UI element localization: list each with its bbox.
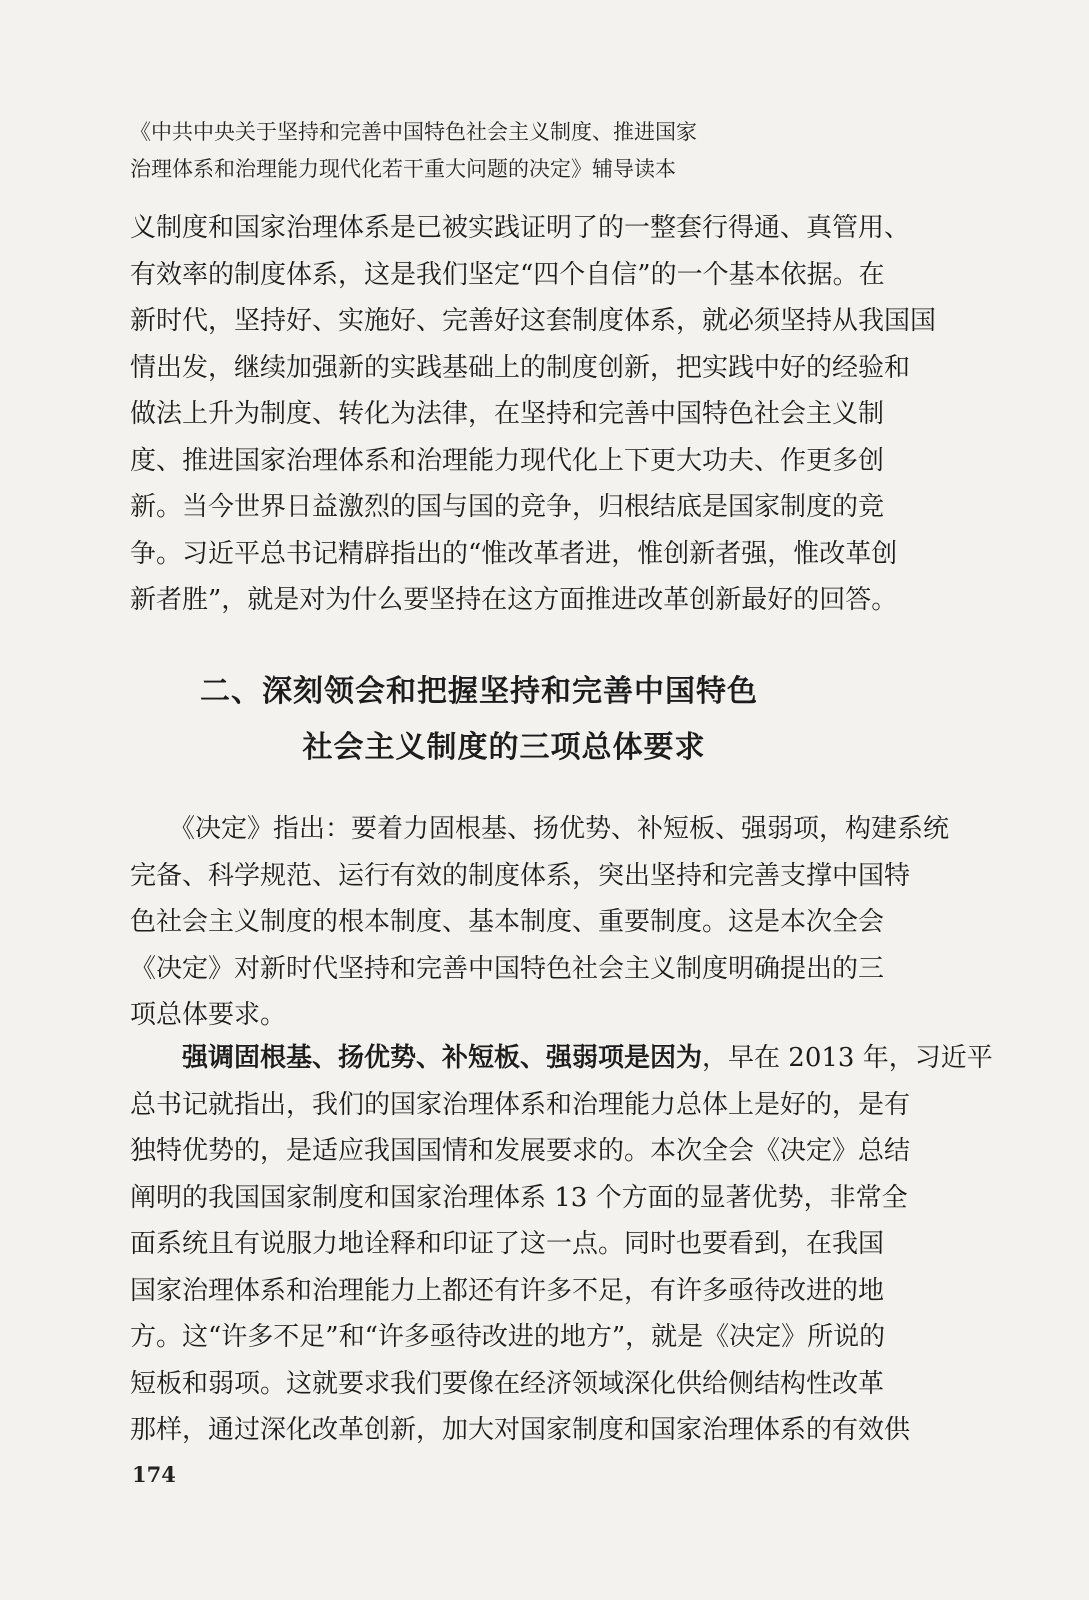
text-line: 色社会主义制度的根本制度、基本制度、重要制度。这是本次全会: [130, 907, 885, 937]
text-line: 国家治理体系和治理能力上都还有许多不足，有许多亟待改进的地: [130, 1275, 885, 1306]
header-line-2: 治理体系和治理能力现代化若干重大问题的决定》辅导读本: [130, 157, 676, 181]
text-line: 项总体要求。: [130, 1000, 287, 1030]
text-line: 新时代，坚持好、实施好、完善好这套制度体系，就必须坚持从我国国: [130, 306, 937, 336]
paragraph-2: [130, 806, 948, 1039]
lead-rest: ，早在 2013 年，习近平: [702, 1043, 993, 1073]
text-line: 义制度和国家治理体系是已被实践证明了的一整套行得通、真管用、: [130, 213, 911, 243]
bold-lead-phrase: 强调固根基、扬优势、补短板、强弱项是因为: [182, 1043, 703, 1073]
paragraph-1: [130, 205, 948, 624]
text-line: 新。当今世界日益激烈的国与国的竞争，归根结底是国家制度的竞: [130, 492, 885, 522]
running-header: [130, 114, 830, 188]
text-line: 新者胜”，就是对为什么要坚持在这方面推进改革创新最好的回答。: [130, 585, 898, 615]
text-line: 短板和弱项。这就要求我们要像在经济领域深化供给侧结构性改革: [130, 1368, 885, 1399]
paragraph-3: [130, 1035, 993, 1454]
text-line: 方。这“许多不足”和“许多亟待改进的地方”，就是《决定》所说的: [130, 1322, 886, 1352]
text-line: 那样，通过深化改革创新，加大对国家制度和国家治理体系的有效供: [130, 1415, 911, 1445]
text-line: 度、推进国家治理体系和治理能力现代化上下更大功夫、作更多创: [130, 445, 885, 476]
text-line: 阐明的我国国家制度和国家治理体系 13 个方面的显著优势，非常全: [130, 1182, 908, 1213]
text-line: 争。习近平总书记精辟指出的“惟改革者进，惟创新者强，惟改革创: [130, 538, 898, 569]
section-heading-line-2: 社会主义制度的三项总体要求: [302, 730, 706, 765]
text-line: 独特优势的，是适应我国国情和发展要求的。本次全会《决定》总结: [130, 1136, 911, 1166]
text-line-lead: [130, 1035, 993, 1082]
text-line: 《决定》对新时代坚持和完善中国特色社会主义制度明确提出的三: [130, 953, 885, 984]
text-line: 有效率的制度体系，这是我们坚定“四个自信”的一个基本依据。在: [130, 259, 885, 290]
text-line: 做法上升为制度、转化为法律，在坚持和完善中国特色社会主义制: [130, 399, 885, 429]
text-line: 面系统且有说服力地诠释和印证了这一点。同时也要看到，在我国: [130, 1229, 885, 1259]
section-heading-line-1: 二、深刻领会和把握坚持和完善中国特色: [200, 674, 758, 709]
text-line: 总书记就指出，我们的国家治理体系和治理能力总体上是好的，是有: [130, 1089, 911, 1120]
text-line: 情出发，继续加强新的实践基础上的制度创新，把实践中好的经验和: [130, 352, 911, 383]
page-number: 174: [132, 1462, 176, 1487]
text-line: 完备、科学规范、运行有效的制度体系，突出坚持和完善支撑中国特: [130, 860, 911, 891]
text-line: 《决定》指出：要着力固根基、扬优势、补短板、强弱项，构建系统: [130, 814, 950, 844]
section-heading: [130, 664, 948, 776]
header-line-1: 《中共中央关于坚持和完善中国特色社会主义制度、推进国家: [130, 120, 697, 144]
